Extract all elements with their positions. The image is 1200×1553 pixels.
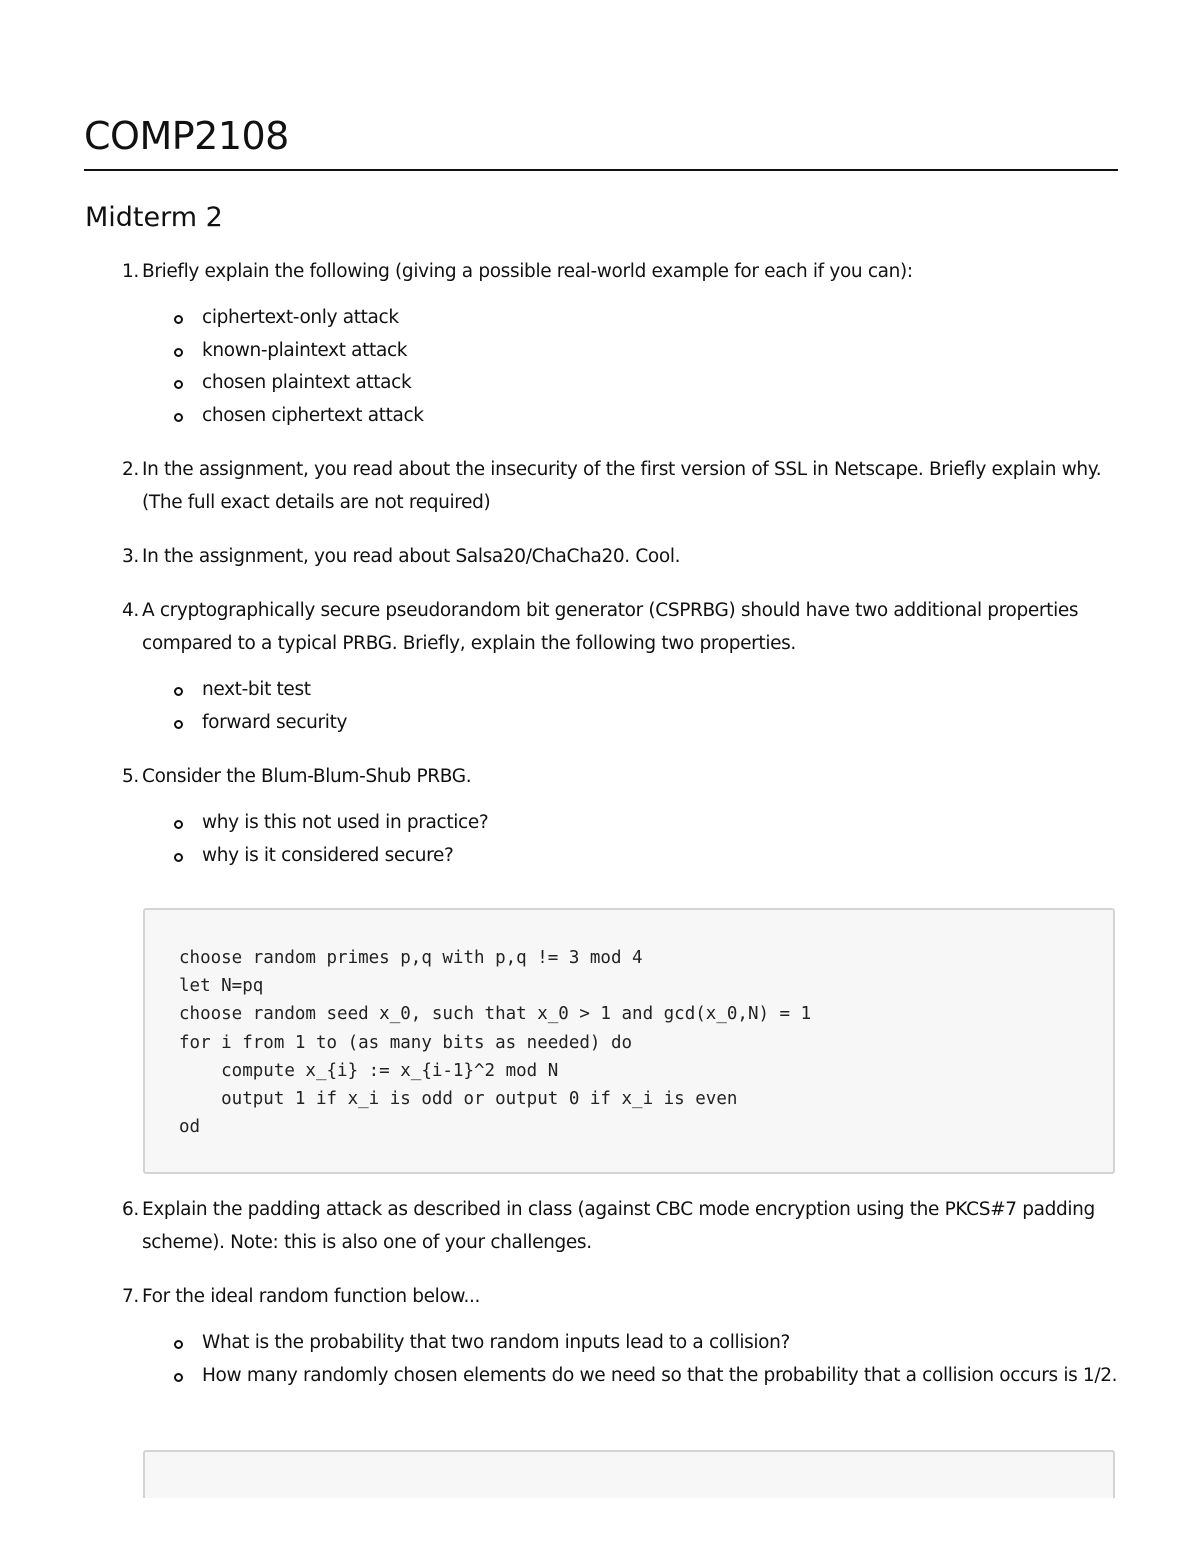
code-line: compute x_{i} := x_{i-1}^2 mod N [179,1060,559,1081]
code-line: od [179,1117,201,1138]
bullet-icon [174,1340,183,1349]
question-number: 4. [122,600,139,621]
list-item: forward security [142,707,1118,740]
code-line: output 1 if x_i is odd or output 0 if x_i is even [179,1089,738,1110]
bullet-icon [174,315,183,324]
list-item: What is the probability that two random inputs lead to a collision? [142,1327,1118,1360]
question-text: A cryptographically secure pseudorandom bit generator (CSPRBG) should have two additional properties compared to a typical PRBG. Briefly, explain the following two properties. [142,600,1079,654]
sub-item-list [142,302,1118,432]
code-block [143,908,1115,1174]
bullet-icon [174,853,183,862]
question-text: Briefly explain the following (giving a possible real-world example for each if you can): [142,261,913,282]
list-item: why is this not used in practice? [142,807,1118,840]
code-block-empty [143,1450,1115,1498]
list-item: How many randomly chosen elements do we need so that the probability that a collision occurs is 1/2. [142,1360,1118,1393]
sub-item-list [142,807,1118,872]
bullet-icon [174,820,183,829]
question-3 [84,540,1118,573]
code-line: for i from 1 to (as many bits as needed) do [179,1032,633,1053]
question-list-continued [84,1193,1118,1413]
question-number: 1. [122,261,139,282]
question-7 [84,1280,1118,1392]
question-4 [84,594,1118,739]
list-item: next-bit test [142,674,1118,707]
bullet-icon [174,380,183,389]
question-list [84,255,1118,893]
question-text: For the ideal random function below... [142,1286,481,1307]
question-number: 5. [122,766,139,787]
sub-item-list [142,674,1118,739]
list-item: known-plaintext attack [142,335,1118,368]
code-line: let N=pq [179,976,264,997]
question-2 [84,453,1118,519]
page-title: COMP2108 [84,114,289,158]
question-text: In the assignment, you read about Salsa20/ChaCha20. Cool. [142,546,681,567]
question-text: Consider the Blum-Blum-Shub PRBG. [142,766,472,787]
question-6 [84,1193,1118,1259]
code-listing [145,910,1113,1141]
question-number: 3. [122,546,139,567]
bullet-icon [174,348,183,357]
question-number: 2. [122,459,139,480]
question-text: Explain the padding attack as described in class (against CBC mode encryption using the PKCS#7 padding scheme). Note: this is also one of your challenges. [142,1199,1095,1253]
question-1 [84,255,1118,432]
list-item: chosen plaintext attack [142,367,1118,400]
page-subtitle: Midterm 2 [85,202,223,233]
bullet-icon [174,413,183,422]
question-number: 6. [122,1199,139,1220]
bullet-icon [174,1373,183,1382]
list-item: why is it considered secure? [142,840,1118,873]
document-page [84,0,1118,1498]
question-5 [84,760,1118,872]
question-text: In the assignment, you read about the insecurity of the first version of SSL in Netscape. Briefly explain why. (The full exact details are not required) [142,459,1102,513]
list-item: ciphertext-only attack [142,302,1118,335]
code-line: choose random primes p,q with p,q != 3 mod 4 [179,948,643,968]
title-divider [84,169,1118,171]
sub-item-list [142,1327,1118,1392]
bullet-icon [174,720,183,729]
question-number: 7. [122,1286,139,1307]
bullet-icon [174,687,183,696]
list-item: chosen ciphertext attack [142,400,1118,433]
code-line: choose random seed x_0, such that x_0 > 1 and gcd(x_0,N) = 1 [179,1004,812,1025]
